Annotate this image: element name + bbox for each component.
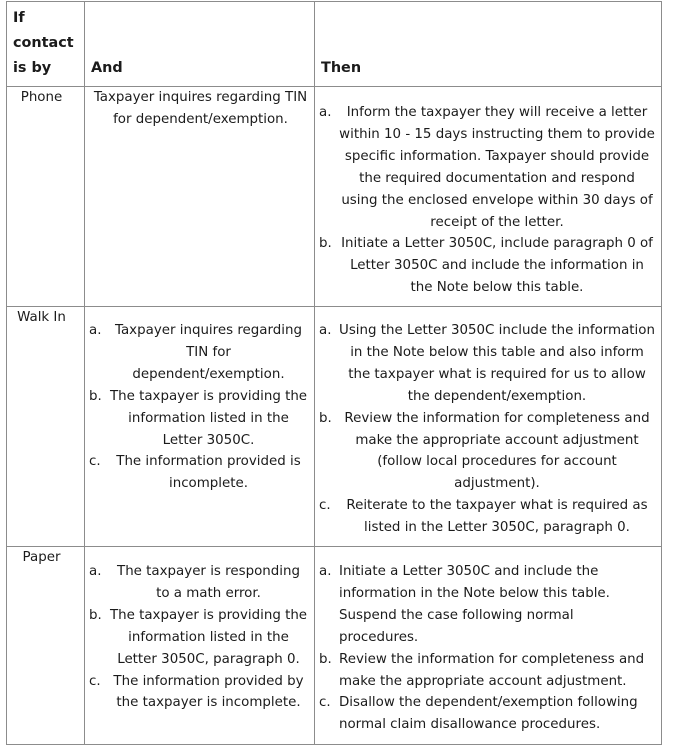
contact-cell: Paper [7, 547, 85, 745]
list-item: c. The information provided is incomplete. [89, 454, 301, 492]
header-line-2: contact [13, 35, 74, 51]
list-item: b. Review the information for completeness and make the appropriate account adjustment (follow local procedures for account adjustment). [319, 410, 650, 492]
header-then: Then [315, 2, 662, 87]
list-item: a. Taxpayer inquires regarding TIN for dependent/exemption. [89, 323, 302, 382]
list-item: a. The taxpayer is responding to a math error. [89, 564, 300, 601]
and-cell [85, 87, 315, 307]
table-row-paper [7, 547, 662, 745]
list-item: b. The taxpayer is providing the information listed in the Letter 3050C, paragraph 0. [89, 607, 308, 667]
list-item: a. Inform the taxpayer they will receive a letter within 10 - 15 days instructing them to provide specific information. Taxpayer should provide the required documentation and respond using the enclosed envelope within 30 days of receipt of the letter. [319, 105, 655, 230]
list-item: b. The taxpayer is providing the information listed in the Letter 3050C. [89, 388, 308, 448]
list-item: c. Reiterate to the taxpayer what is required as listed in the Letter 3050C, paragraph 0. [319, 498, 648, 536]
header-and: And [85, 2, 315, 87]
list-item: b. Initiate a Letter 3050C, include paragraph 0 of Letter 3050C and include the information in the Note below this table. [319, 236, 653, 296]
table-row-walk-in [7, 307, 662, 547]
contact-cell: Walk In [7, 307, 85, 547]
and-cell [85, 547, 315, 745]
then-cell [315, 87, 662, 307]
header-line-1: If [13, 10, 25, 26]
then-list [315, 320, 661, 539]
and-text: Taxpayer inquires regarding TIN for dependent/exemption. [93, 90, 308, 127]
header-row [7, 2, 662, 87]
list-item: a. Initiate a Letter 3050C and include the information in the Note below this table. Suspend the case following normal procedures. [319, 564, 610, 645]
list-item: a. Using the Letter 3050C include the information in the Note below this table and also inform the taxpayer what is required for us to allow the dependent/exemption. [319, 323, 655, 404]
contact-cell: Phone [7, 87, 85, 307]
list-item: c. Disallow the dependent/exemption following normal claim disallowance procedures. [319, 695, 638, 733]
list-item: b. Review the information for completeness and make the appropriate account adjustment. [319, 651, 645, 689]
procedure-table [6, 1, 662, 745]
header-line-3: is by [13, 60, 52, 76]
then-list [315, 102, 661, 299]
then-list [315, 561, 661, 736]
then-cell [315, 547, 662, 745]
table-row-phone [7, 87, 662, 307]
and-cell [85, 307, 315, 547]
then-cell [315, 307, 662, 547]
header-if-contact-is-by [7, 2, 85, 87]
and-list [85, 320, 314, 495]
and-list [85, 561, 314, 714]
list-item: c. The information provided by the taxpayer is incomplete. [89, 673, 304, 711]
